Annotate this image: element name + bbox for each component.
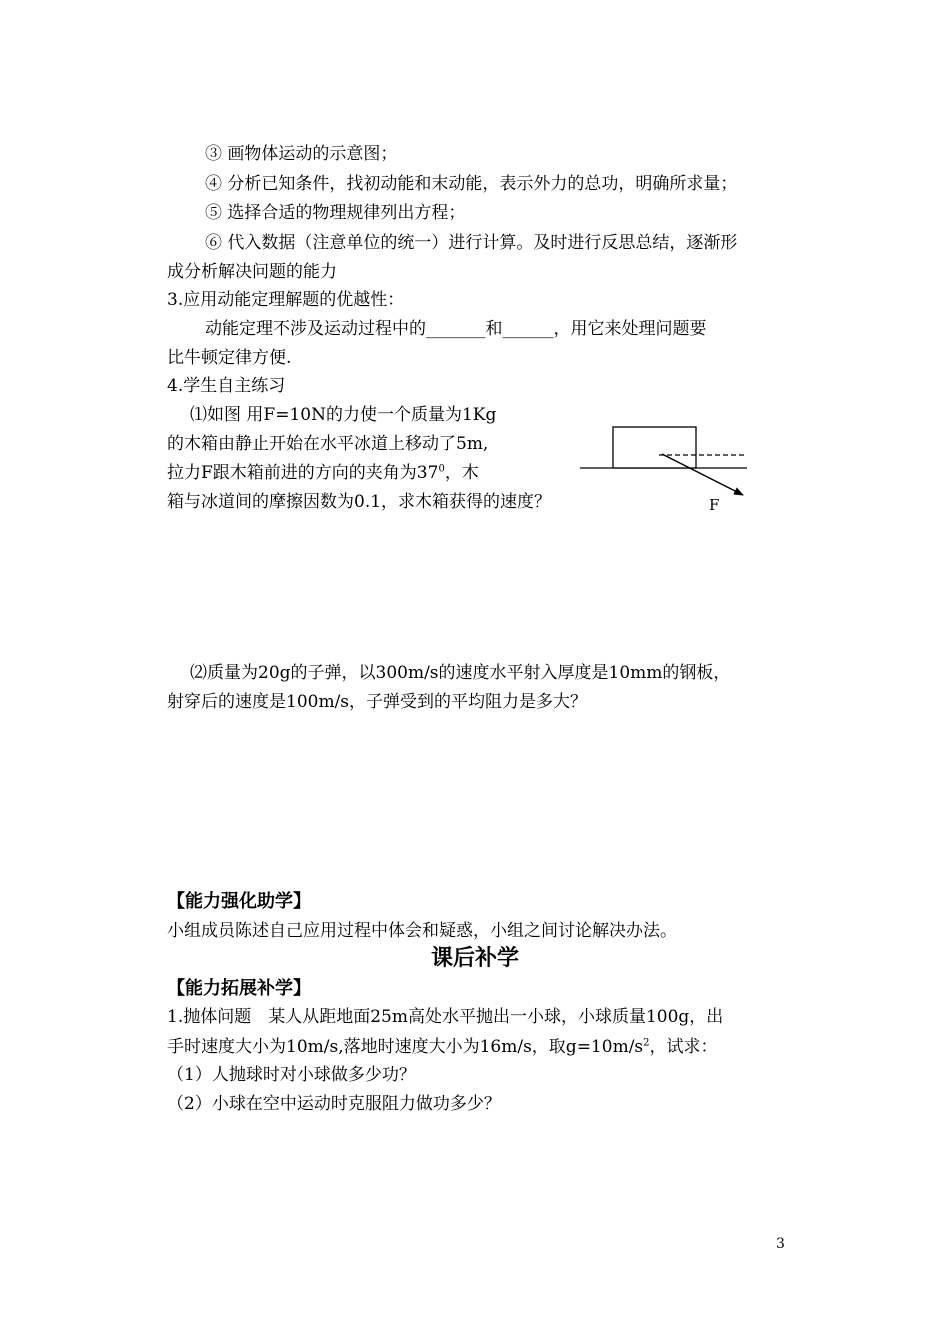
- problem-1-line2-text: 手时速度大小为10m/s,落地时速度大小为16m/s，取g=10m/s: [167, 1037, 644, 1057]
- degree-superscript: 0: [438, 463, 445, 475]
- ability-strengthen-text: 小组成员陈述自己应用过程中体会和疑惑，小组之间讨论解决办法。: [167, 921, 677, 941]
- ability-strengthen-heading: 【能力强化助学】: [167, 891, 311, 912]
- step-4-text: ④ 分析已知条件，找初动能和末动能，表示外力的总功，明确所求量；: [205, 174, 738, 194]
- problem-1-line1: 1.抛体问题 某人从距地面25m高处水平抛出一小球，小球质量100g，出: [167, 1007, 724, 1027]
- ability-expand-heading: 【能力拓展补学】: [167, 978, 311, 999]
- section-4-heading: 4.学生自主练习: [167, 376, 286, 396]
- section-3-heading: 3.应用动能定理解题的优越性：: [167, 290, 405, 310]
- box-force-diagram: [575, 420, 755, 520]
- question-1-line3-tail: ，木: [444, 463, 479, 483]
- question-1-line3: [167, 461, 479, 485]
- question-2-line2: 射穿后的速度是100m/s，子弹受到的平均阻力是多大？: [167, 692, 588, 712]
- question-2-line1: ⑵质量为20g的子弹，以300m/s的速度水平射入厚度是10mm的钢板，: [190, 663, 731, 683]
- problem-1-line2-tail: ，试求：: [649, 1037, 718, 1057]
- squared-superscript: 2: [643, 1037, 650, 1049]
- step-5-text: ⑤ 选择合适的物理规律列出方程；: [205, 203, 466, 223]
- question-1-line4: 箱与冰道间的摩擦因数为0.1，求木箱获得的速度？: [167, 492, 552, 512]
- question-1-line2: 的木箱由静止开始在水平冰道上移动了5m,: [167, 434, 489, 454]
- force-label: F: [709, 496, 720, 514]
- question-1-line1: ⑴如图 用F=10N的力使一个质量为1Kg: [190, 405, 497, 425]
- step-3-text: ③ 画物体运动的示意图；: [205, 144, 398, 164]
- step-6-text-line2: 成分析解决问题的能力: [167, 262, 337, 282]
- page-number: 3: [776, 1236, 785, 1252]
- sub-question-2: （2）小球在空中运动时克服阻力做功多少？: [167, 1094, 501, 1114]
- question-1-line3-text: 拉力F跟木箱前进的方向的夹角为37: [167, 463, 439, 483]
- step-6-text-line1: ⑥ 代入数据（注意单位的统一）进行计算。及时进行反思总结，逐渐形: [205, 233, 738, 253]
- wooden-box: [613, 427, 696, 468]
- problem-1-line2: [167, 1035, 718, 1059]
- sub-question-1: （1）人抛球时对小球做多少功？: [167, 1065, 416, 1085]
- after-class-title: 课后补学: [430, 946, 519, 971]
- force-arrow: [662, 454, 743, 495]
- section-3-text-line2: 比牛顿定律方便.: [167, 348, 292, 368]
- section-3-text-line1: 动能定理不涉及运动过程中的_______和______，用它来处理问题要: [205, 319, 707, 339]
